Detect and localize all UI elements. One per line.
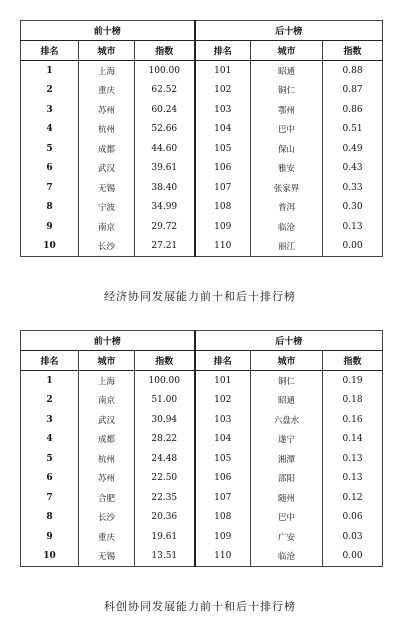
innovation-ranking-table	[20, 330, 382, 567]
city-cell-bottom: 雅安	[251, 159, 323, 179]
rank-cell-bottom: 106	[195, 159, 251, 179]
city-cell-bottom: 邵阳	[251, 469, 323, 489]
city-cell: 苏州	[79, 100, 135, 120]
index-cell: 28.22	[135, 430, 195, 450]
rank-cell-bottom: 104	[195, 430, 251, 450]
rank-cell: 6	[21, 469, 79, 489]
index-cell-bottom: 0.87	[323, 81, 383, 101]
city-cell: 上海	[79, 61, 135, 81]
table-row	[21, 178, 383, 198]
city-header-bottom: 城市	[251, 351, 323, 371]
rank-cell-bottom: 102	[195, 81, 251, 101]
rank-cell-bottom: 108	[195, 198, 251, 218]
group-header-row	[21, 331, 383, 351]
rank-cell-bottom: 109	[195, 527, 251, 547]
economic-ranking-table	[20, 20, 382, 257]
table-row	[21, 217, 383, 237]
index-cell: 19.61	[135, 527, 195, 547]
rank-cell: 7	[21, 178, 79, 198]
table-row	[21, 488, 383, 508]
index-cell: 13.51	[135, 547, 195, 567]
table-row	[21, 527, 383, 547]
rank-cell: 2	[21, 81, 79, 101]
index-cell-bottom: 0.12	[323, 488, 383, 508]
index-header: 指数	[135, 41, 195, 61]
index-cell-bottom: 0.03	[323, 527, 383, 547]
table-row	[21, 100, 383, 120]
rank-cell: 1	[21, 371, 79, 391]
table-row	[21, 198, 383, 218]
city-cell: 重庆	[79, 527, 135, 547]
city-cell: 南京	[79, 217, 135, 237]
index-cell-bottom: 0.06	[323, 508, 383, 528]
index-cell: 29.72	[135, 217, 195, 237]
index-cell: 20.36	[135, 508, 195, 528]
index-cell: 22.50	[135, 469, 195, 489]
table-caption-1: 经济协同发展能力前十和后十排行榜	[104, 290, 296, 303]
rank-cell-bottom: 102	[195, 391, 251, 411]
city-cell-bottom: 鄂州	[251, 100, 323, 120]
index-cell-bottom: 0.18	[323, 391, 383, 411]
city-cell-bottom: 六盘水	[251, 410, 323, 430]
index-cell: 22.35	[135, 488, 195, 508]
rank-cell: 7	[21, 488, 79, 508]
index-cell: 52.66	[135, 120, 195, 140]
rank-cell: 10	[21, 237, 79, 257]
rank-cell: 4	[21, 120, 79, 140]
table-row	[21, 237, 383, 257]
city-cell-bottom: 巴中	[251, 120, 323, 140]
city-cell-bottom: 遂宁	[251, 430, 323, 450]
column-header-row	[21, 41, 383, 61]
index-header-bottom: 指数	[323, 41, 383, 61]
city-cell: 长沙	[79, 508, 135, 528]
rank-cell-bottom: 101	[195, 61, 251, 81]
top-ten-header: 前十榜	[21, 331, 195, 351]
city-cell-bottom: 铜仁	[251, 371, 323, 391]
table-row	[21, 430, 383, 450]
index-cell-bottom: 0.86	[323, 100, 383, 120]
column-header-row	[21, 351, 383, 371]
table-row	[21, 120, 383, 140]
index-cell-bottom: 0.16	[323, 410, 383, 430]
city-cell: 长沙	[79, 237, 135, 257]
city-cell: 武汉	[79, 410, 135, 430]
group-header-row	[21, 21, 383, 41]
rank-cell-bottom: 105	[195, 449, 251, 469]
rank-cell: 4	[21, 430, 79, 450]
table-row	[21, 410, 383, 430]
index-header: 指数	[135, 351, 195, 371]
rank-cell-bottom: 106	[195, 469, 251, 489]
rank-cell: 10	[21, 547, 79, 567]
city-cell: 苏州	[79, 469, 135, 489]
city-cell: 武汉	[79, 159, 135, 179]
table-row	[21, 61, 383, 81]
city-cell: 成都	[79, 139, 135, 159]
index-cell-bottom: 0.00	[323, 237, 383, 257]
city-cell: 上海	[79, 371, 135, 391]
ranking-table-1	[20, 20, 383, 257]
table-row	[21, 81, 383, 101]
table-row	[21, 449, 383, 469]
index-cell-bottom: 0.19	[323, 371, 383, 391]
rank-cell-bottom: 104	[195, 120, 251, 140]
table-row	[21, 547, 383, 567]
city-cell-bottom: 昭通	[251, 391, 323, 411]
index-cell-bottom: 0.14	[323, 430, 383, 450]
index-header-bottom: 指数	[323, 351, 383, 371]
index-cell-bottom: 0.33	[323, 178, 383, 198]
index-cell: 51.00	[135, 391, 195, 411]
city-cell-bottom: 保山	[251, 139, 323, 159]
index-cell-bottom: 0.49	[323, 139, 383, 159]
rank-cell: 3	[21, 100, 79, 120]
city-header-bottom: 城市	[251, 41, 323, 61]
city-cell-bottom: 广安	[251, 527, 323, 547]
index-cell: 24.48	[135, 449, 195, 469]
table-caption-2: 科创协同发展能力前十和后十排行榜	[104, 600, 296, 613]
city-cell-bottom: 丽江	[251, 237, 323, 257]
index-cell-bottom: 0.13	[323, 217, 383, 237]
city-cell: 宁波	[79, 198, 135, 218]
table-row	[21, 159, 383, 179]
city-cell-bottom: 昭通	[251, 61, 323, 81]
rank-cell: 9	[21, 217, 79, 237]
city-cell: 杭州	[79, 449, 135, 469]
rank-cell: 5	[21, 139, 79, 159]
bottom-ten-header: 后十榜	[195, 331, 383, 351]
index-cell: 34.99	[135, 198, 195, 218]
city-header: 城市	[79, 351, 135, 371]
city-cell: 无锡	[79, 547, 135, 567]
rank-cell-bottom: 108	[195, 508, 251, 528]
rank-header-bottom: 排名	[195, 41, 251, 61]
city-cell-bottom: 普洱	[251, 198, 323, 218]
city-cell-bottom: 湘潭	[251, 449, 323, 469]
table-row	[21, 139, 383, 159]
rank-cell-bottom: 110	[195, 547, 251, 567]
city-header: 城市	[79, 41, 135, 61]
city-cell: 无锡	[79, 178, 135, 198]
table-row	[21, 371, 383, 391]
city-cell-bottom: 铜仁	[251, 81, 323, 101]
top-ten-header: 前十榜	[21, 21, 195, 41]
index-cell-bottom: 0.30	[323, 198, 383, 218]
index-cell: 60.24	[135, 100, 195, 120]
rank-cell: 5	[21, 449, 79, 469]
ranking-table-2	[20, 330, 383, 567]
rank-cell: 6	[21, 159, 79, 179]
rank-cell-bottom: 101	[195, 371, 251, 391]
index-cell: 62.52	[135, 81, 195, 101]
rank-cell-bottom: 105	[195, 139, 251, 159]
index-cell: 44.60	[135, 139, 195, 159]
city-cell: 南京	[79, 391, 135, 411]
rank-cell: 9	[21, 527, 79, 547]
city-cell: 杭州	[79, 120, 135, 140]
city-cell-bottom: 临沧	[251, 547, 323, 567]
index-cell-bottom: 0.13	[323, 469, 383, 489]
rank-cell: 3	[21, 410, 79, 430]
index-cell-bottom: 0.51	[323, 120, 383, 140]
rank-header-bottom: 排名	[195, 351, 251, 371]
bottom-ten-header: 后十榜	[195, 21, 383, 41]
city-cell-bottom: 巴中	[251, 508, 323, 528]
index-cell: 100.00	[135, 371, 195, 391]
rank-header: 排名	[21, 41, 79, 61]
city-cell: 成都	[79, 430, 135, 450]
rank-cell-bottom: 109	[195, 217, 251, 237]
city-cell-bottom: 随州	[251, 488, 323, 508]
index-cell: 27.21	[135, 237, 195, 257]
city-cell: 重庆	[79, 81, 135, 101]
city-cell-bottom: 张家界	[251, 178, 323, 198]
rank-cell: 2	[21, 391, 79, 411]
index-cell-bottom: 0.00	[323, 547, 383, 567]
index-cell: 38.40	[135, 178, 195, 198]
rank-cell-bottom: 110	[195, 237, 251, 257]
rank-cell: 8	[21, 198, 79, 218]
rank-header: 排名	[21, 351, 79, 371]
table-row	[21, 469, 383, 489]
index-cell: 30.94	[135, 410, 195, 430]
city-cell-bottom: 临沧	[251, 217, 323, 237]
rank-cell-bottom: 107	[195, 488, 251, 508]
index-cell-bottom: 0.88	[323, 61, 383, 81]
table-row	[21, 508, 383, 528]
rank-cell: 1	[21, 61, 79, 81]
city-cell: 合肥	[79, 488, 135, 508]
rank-cell: 8	[21, 508, 79, 528]
rank-cell-bottom: 103	[195, 410, 251, 430]
index-cell-bottom: 0.13	[323, 449, 383, 469]
table-row	[21, 391, 383, 411]
rank-cell-bottom: 103	[195, 100, 251, 120]
index-cell-bottom: 0.43	[323, 159, 383, 179]
rank-cell-bottom: 107	[195, 178, 251, 198]
index-cell: 39.61	[135, 159, 195, 179]
index-cell: 100.00	[135, 61, 195, 81]
